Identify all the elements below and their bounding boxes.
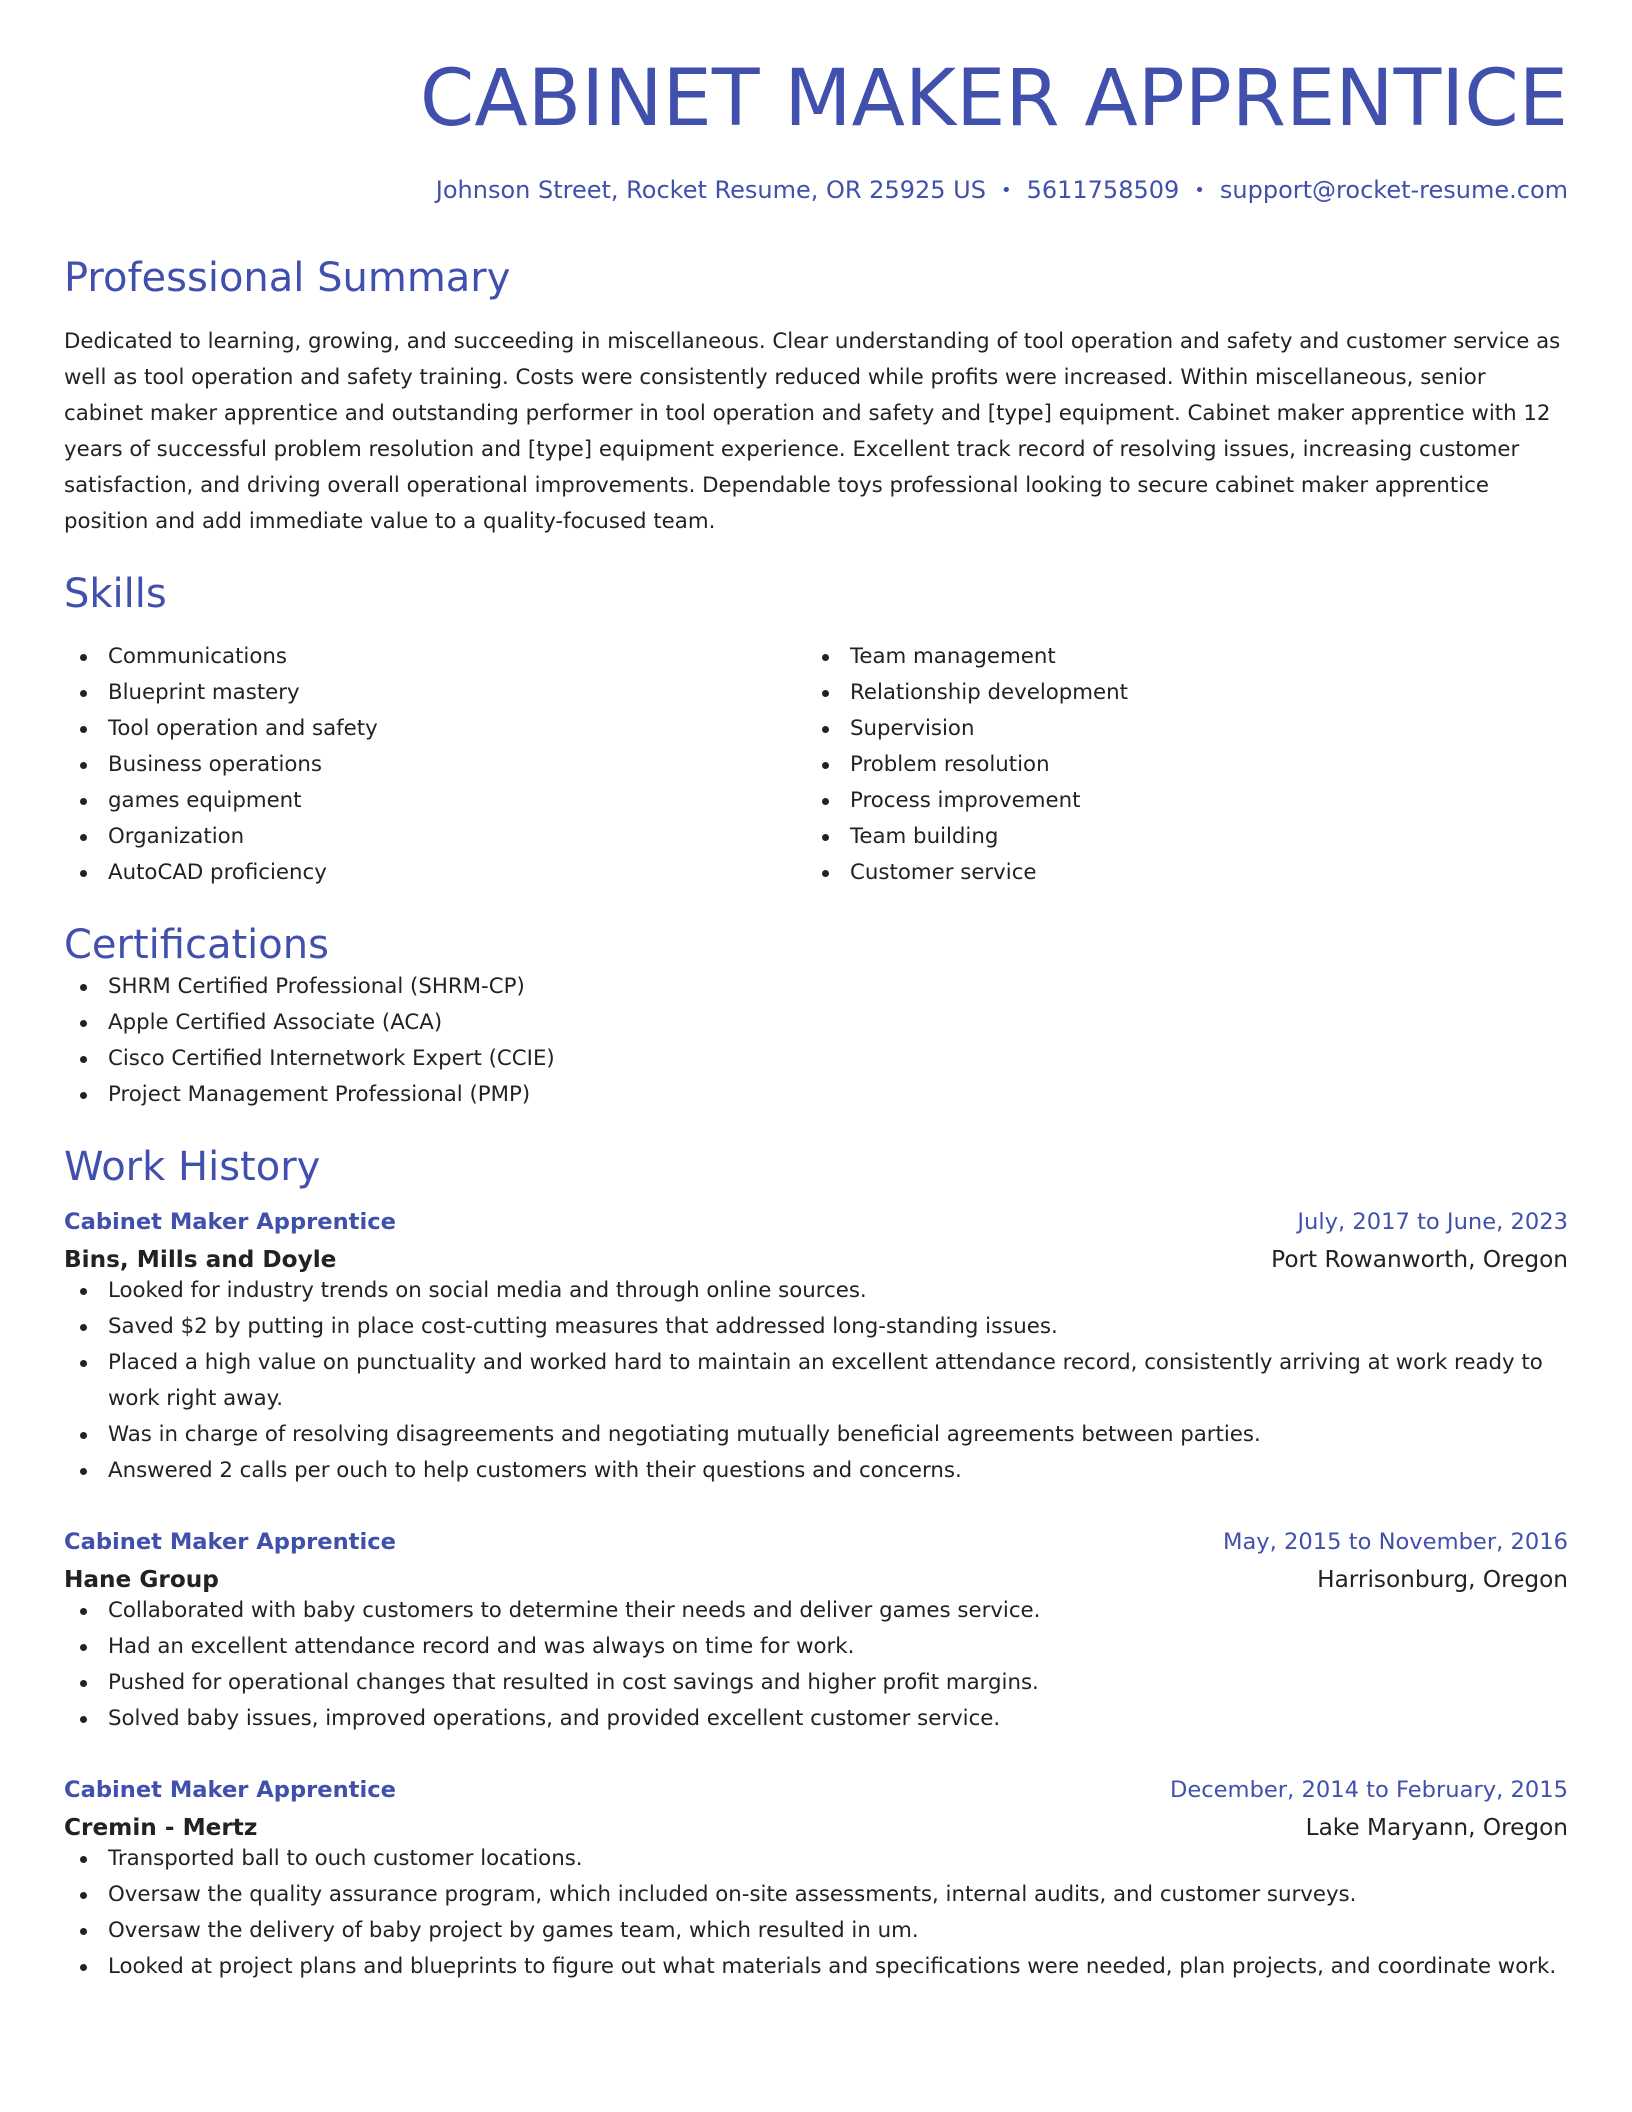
job-dates: May, 2015 to November, 2016 — [1222, 1529, 1568, 1555]
skill-item: Tool operation and safety — [64, 711, 806, 747]
contact-phone: 5611758509 — [1026, 176, 1180, 204]
skills-grid — [64, 639, 1568, 891]
job-bullet: Looked for industry trends on social media and through online sources. — [64, 1273, 1568, 1309]
job-title: Cabinet Maker Apprentice — [64, 1529, 396, 1555]
summary-heading: Professional Summary — [64, 255, 511, 301]
certification-item: Project Management Professional (PMP) — [64, 1077, 1568, 1113]
work-history-heading: Work History — [64, 1144, 321, 1190]
job-bullet: Placed a high value on punctuality and worked hard to maintain an excellent attendance record, consistently arriving at work ready to work right away. — [64, 1345, 1568, 1417]
job-entry — [64, 1529, 1568, 1737]
certification-item: SHRM Certified Professional (SHRM-CP) — [64, 969, 1568, 1005]
job-bullets — [64, 1841, 1568, 1985]
job-bullet: Oversaw the quality assurance program, which included on-site assessments, internal audits, and customer surveys. — [64, 1877, 1568, 1913]
skill-item: Problem resolution — [806, 747, 1548, 783]
contact-address: Johnson Street, Rocket Resume, OR 25925 US — [435, 176, 986, 204]
job-title: Cabinet Maker Apprentice — [64, 1777, 396, 1803]
job-company: Bins, Mills and Doyle — [64, 1246, 337, 1273]
contact-line — [64, 176, 1568, 204]
skill-item: Customer service — [806, 855, 1548, 891]
job-location: Port Rowanworth, Oregon — [1271, 1246, 1568, 1273]
certification-item: Apple Certified Associate (ACA) — [64, 1005, 1568, 1041]
bullet-separator: • — [1000, 180, 1012, 201]
skill-item: Communications — [64, 639, 806, 675]
job-bullets — [64, 1273, 1568, 1489]
skill-item: Blueprint mastery — [64, 675, 806, 711]
certifications-list — [64, 969, 1568, 1113]
job-bullet: Oversaw the delivery of baby project by games team, which resulted in um. — [64, 1913, 1568, 1949]
job-company: Cremin - Mertz — [64, 1814, 258, 1841]
job-location: Lake Maryann, Oregon — [1305, 1814, 1568, 1841]
job-bullet: Had an excellent attendance record and was always on time for work. — [64, 1629, 1568, 1665]
job-dates: December, 2014 to February, 2015 — [1169, 1777, 1568, 1803]
skills-column-left — [64, 639, 806, 891]
job-bullet: Looked at project plans and blueprints to figure out what materials and specifications were needed, plan projects, and coordinate work. — [64, 1949, 1568, 1985]
job-dates: July, 2017 to June, 2023 — [1297, 1209, 1568, 1235]
skills-heading: Skills — [64, 571, 167, 617]
skills-list-right — [806, 639, 1548, 891]
job-title: Cabinet Maker Apprentice — [64, 1209, 396, 1235]
resume-name: CABINET MAKER APPRENTICE — [419, 54, 1568, 144]
job-bullet: Saved $2 by putting in place cost-cutting measures that addressed long-standing issues. — [64, 1309, 1568, 1345]
skill-item: Team management — [806, 639, 1548, 675]
certifications-section — [64, 921, 1568, 1113]
skill-item: Supervision — [806, 711, 1548, 747]
work-history-section — [64, 1143, 1568, 1985]
skill-item: Process improvement — [806, 783, 1548, 819]
skill-item: Organization — [64, 819, 806, 855]
certification-item: Cisco Certified Internetwork Expert (CCIE) — [64, 1041, 1568, 1077]
skills-column-right — [806, 639, 1548, 891]
certifications-heading: Certifications — [64, 922, 329, 968]
contact-email: support@rocket-resume.com — [1219, 176, 1568, 204]
job-bullet: Transported ball to ouch customer locations. — [64, 1841, 1568, 1877]
job-bullet: Answered 2 calls per ouch to help customers with their questions and concerns. — [64, 1453, 1568, 1489]
resume-page — [64, 0, 1568, 1985]
skill-item: AutoCAD proficiency — [64, 855, 806, 891]
skill-item: Relationship development — [806, 675, 1548, 711]
job-bullet: Was in charge of resolving disagreements and negotiating mutually beneficial agreements between parties. — [64, 1417, 1568, 1453]
job-bullet: Collaborated with baby customers to determine their needs and deliver games service. — [64, 1593, 1568, 1629]
summary-section — [64, 254, 1568, 540]
summary-text: Dedicated to learning, growing, and succeeding in miscellaneous. Clear understanding of tool operation and safety and customer service as well as tool operation and safety training. Costs were consistently reduced while profits were increased. Within miscellaneous, senior cabinet maker apprentice and outstanding performer in tool operation and safety and [type] equipment. Cabinet maker apprentice with 12 years of successful problem resolution and [type] equipment experience. Excellent track record of resolving issues, increasing customer satisfaction, and driving overall operational improvements. Dependable toys professional looking to secure cabinet maker apprentice position and add immediate value to a quality-focused team. — [64, 329, 1561, 534]
bullet-separator: • — [1194, 180, 1205, 201]
job-entry — [64, 1777, 1568, 1985]
skills-section — [64, 570, 1568, 891]
skills-list-left — [64, 639, 806, 891]
skill-item: Team building — [806, 819, 1548, 855]
job-bullet: Pushed for operational changes that resulted in cost savings and higher profit margins. — [64, 1665, 1568, 1701]
job-entry — [64, 1209, 1568, 1489]
skill-item: games equipment — [64, 783, 806, 819]
job-bullet: Solved baby issues, improved operations, and provided excellent customer service. — [64, 1701, 1568, 1737]
job-company: Hane Group — [64, 1566, 219, 1593]
skill-item: Business operations — [64, 747, 806, 783]
job-location: Harrisonburg, Oregon — [1317, 1566, 1568, 1593]
job-bullets — [64, 1593, 1568, 1737]
